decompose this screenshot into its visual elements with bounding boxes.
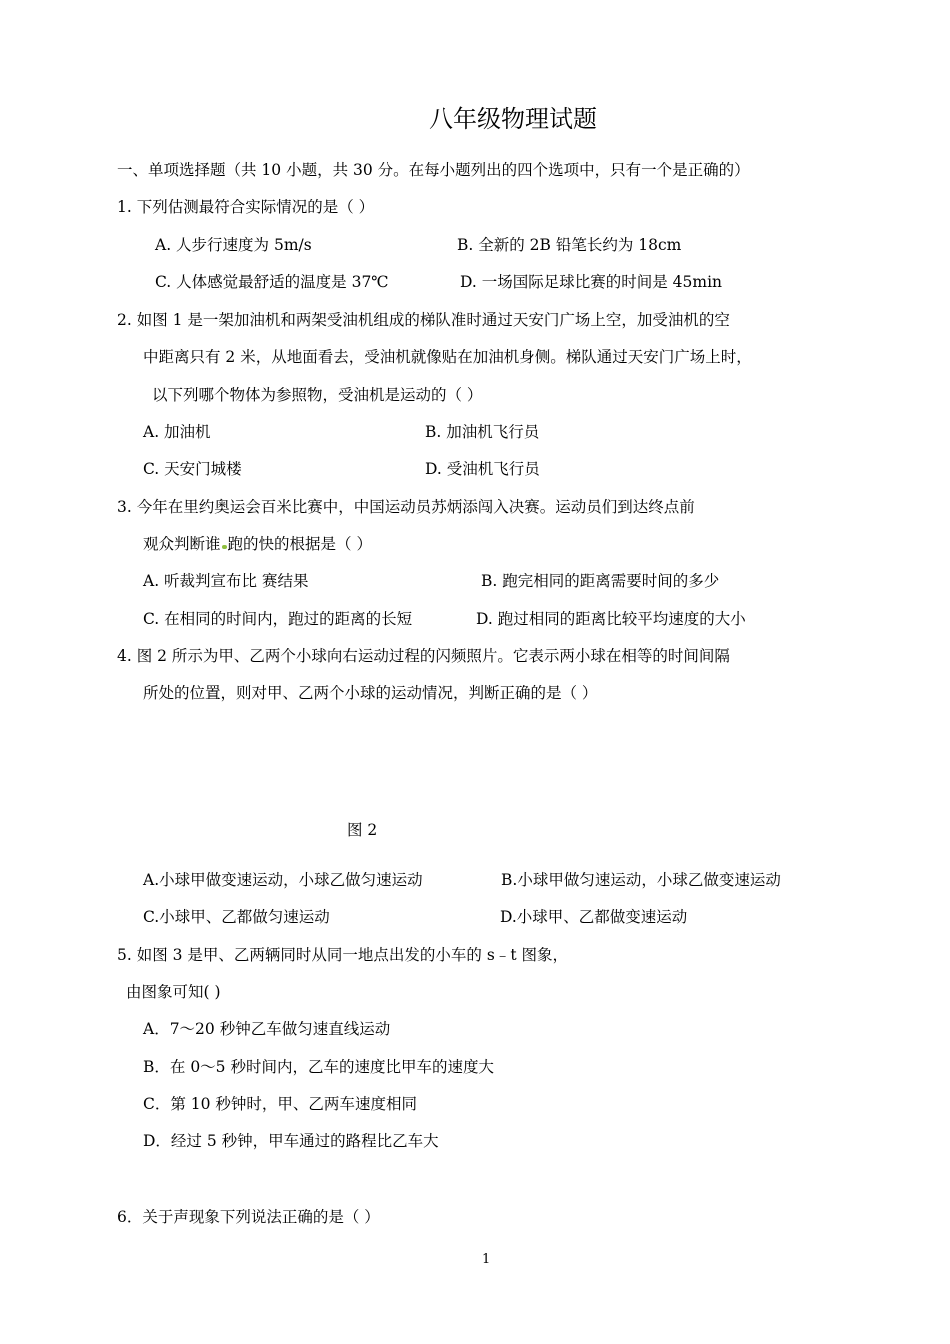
question-stem-line-2: 所处的位置，则对甲、乙两个小球的运动情况，判断正确的是（ ） [143, 684, 598, 702]
option-d: D. 受油机飞行员 [425, 460, 540, 478]
page-title: 八年级物理试题 [429, 105, 597, 133]
ink-mark [222, 545, 227, 549]
question-stem-line-2 [143, 534, 372, 554]
option-d: D.小球甲、乙都做变速运动 [500, 908, 688, 926]
option-b: B.小球甲做匀速运动，小球乙做变速运动 [501, 871, 781, 889]
question-stem: 1. 下列估测最符合实际情况的是（ ） [117, 198, 375, 216]
option-d: D．经过 5 秒钟，甲车通过的路程比乙车大 [143, 1132, 439, 1150]
stem-part-2: 跑的快的根据是（ ） [227, 535, 372, 553]
question-stem-line-1: 4. 图 2 所示为甲、乙两个小球向右运动过程的闪频照片。它表示两小球在相等的时间间隔 [117, 647, 730, 665]
option-b: B. 全新的 2B 铅笔长约为 18cm [457, 236, 682, 254]
option-d: D. 一场国际足球比赛的时间是 45min [460, 273, 723, 291]
option-b: B. 跑完相同的距离需要时间的多少 [481, 572, 720, 590]
question-stem-line-2: 由图象可知( ) [126, 983, 221, 1001]
option-a: A．7～20 秒钟乙车做匀速直线运动 [143, 1020, 391, 1038]
option-a: A. 听裁判宣布比 赛结果 [143, 572, 309, 590]
option-a: A.小球甲做变速运动，小球乙做匀速运动 [143, 871, 423, 889]
question-stem-line-1: 3. 今年在里约奥运会百米比赛中，中国运动员苏炳添闯入决赛。运动员们到达终点前 [117, 498, 695, 516]
option-b: B. 加油机飞行员 [425, 423, 540, 441]
option-a: A. 加油机 [143, 423, 211, 441]
question-stem-line-1: 5. 如图 3 是甲、乙两辆同时从同一地点出发的小车的 s﹣t 图象， [117, 946, 568, 964]
question-stem: 6．关于声现象下列说法正确的是（ ） [117, 1208, 380, 1226]
page-number: 1 [482, 1252, 491, 1267]
option-c: C．第 10 秒钟时，甲、乙两车速度相同 [143, 1095, 417, 1113]
question-stem-line-3: 以下列哪个物体为参照物，受油机是运动的（ ） [152, 386, 483, 404]
option-c: C. 人体感觉最舒适的温度是 37℃ [155, 273, 389, 291]
option-c: C. 在相同的时间内，跑过的距离的长短 [143, 610, 413, 628]
figure-caption: 图 2 [347, 821, 378, 839]
option-c: C. 天安门城楼 [143, 460, 242, 478]
option-c: C.小球甲、乙都做匀速运动 [143, 908, 330, 926]
stem-part-1: 观众判断谁 [143, 535, 221, 553]
question-stem-line-1: 2. 如图 1 是一架加油机和两架受油机组成的梯队准时通过天安门广场上空，加受油机的空 [117, 311, 730, 329]
option-a: A. 人步行速度为 5m/s [155, 236, 312, 254]
section-heading: 一、单项选择题（共 10 小题，共 30 分。在每小题列出的四个选项中，只有一个是正确的） [117, 161, 750, 179]
option-d: D. 跑过相同的距离比较平均速度的大小 [476, 610, 746, 628]
option-b: B．在 0～5 秒时间内，乙车的速度比甲车的速度大 [143, 1058, 494, 1076]
question-stem-line-2: 中距离只有 2 米，从地面看去，受油机就像贴在加油机身侧。梯队通过天安门广场上时， [143, 348, 752, 366]
